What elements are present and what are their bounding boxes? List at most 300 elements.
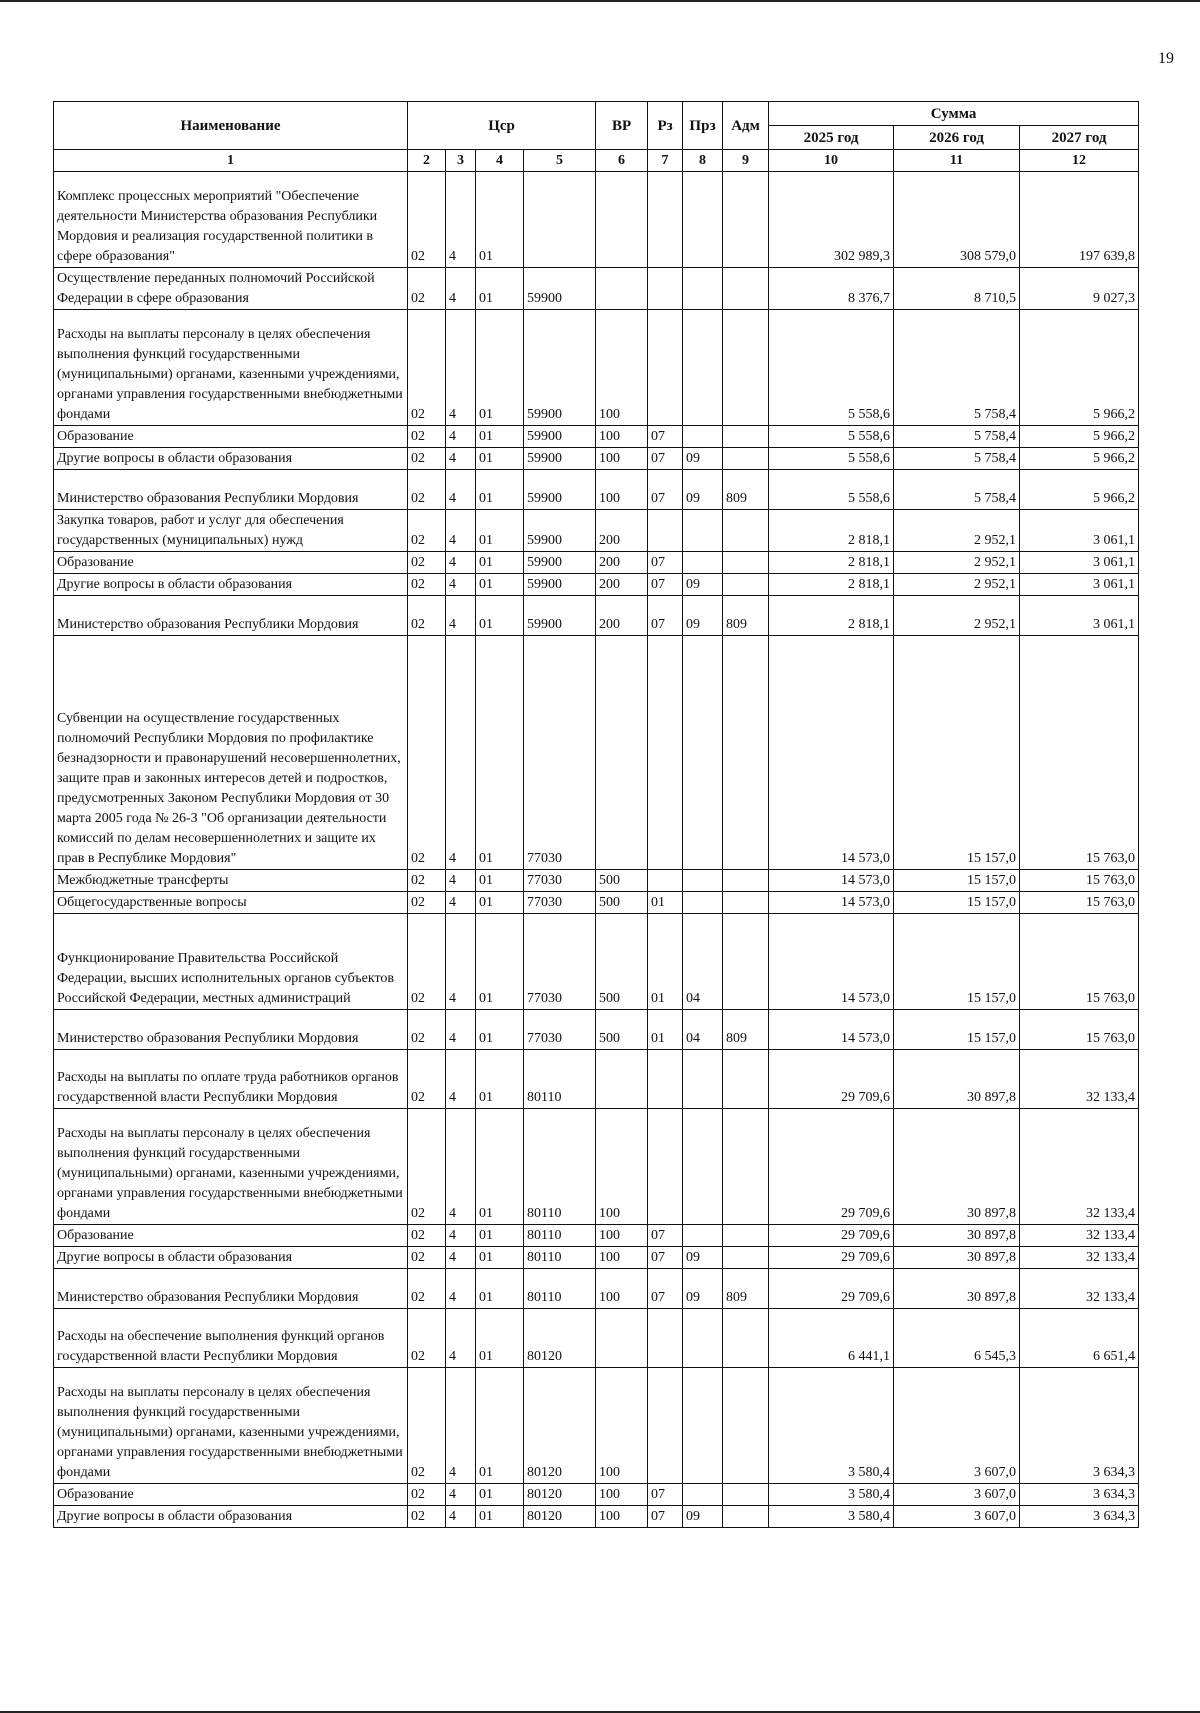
csr-program: 02	[408, 1506, 446, 1528]
amount-2026: 3 607,0	[894, 1368, 1020, 1484]
section	[648, 1368, 683, 1484]
csr-complex: 01	[476, 1225, 524, 1247]
expense-type: 100	[596, 1225, 648, 1247]
administrator	[723, 892, 769, 914]
amount-2027: 15 763,0	[1020, 892, 1139, 914]
amount-2026: 30 897,8	[894, 1225, 1020, 1247]
row-name: Межбюджетные трансферты	[54, 870, 408, 892]
csr-program: 02	[408, 310, 446, 426]
subsection	[683, 636, 723, 870]
amount-2025: 2 818,1	[769, 574, 894, 596]
amount-2025: 2 818,1	[769, 552, 894, 574]
subsection	[683, 1484, 723, 1506]
csr-complex: 01	[476, 636, 524, 870]
row-name: Министерство образования Республики Мордовия	[54, 470, 408, 510]
column-number-row	[54, 150, 1139, 172]
subsection	[683, 426, 723, 448]
expense-type	[596, 172, 648, 268]
table-row	[54, 914, 1139, 1010]
row-name: Образование	[54, 1484, 408, 1506]
expense-type: 100	[596, 1484, 648, 1506]
expense-type: 500	[596, 892, 648, 914]
administrator	[723, 1309, 769, 1368]
row-name: Министерство образования Республики Мордовия	[54, 1010, 408, 1050]
row-name: Образование	[54, 426, 408, 448]
csr-type: 4	[446, 448, 476, 470]
page-number: 19	[1158, 50, 1174, 67]
table-row	[54, 1010, 1139, 1050]
amount-2025: 29 709,6	[769, 1050, 894, 1109]
csr-direction: 59900	[524, 470, 596, 510]
csr-complex: 01	[476, 1010, 524, 1050]
amount-2025: 14 573,0	[769, 870, 894, 892]
amount-2025: 5 558,6	[769, 470, 894, 510]
csr-complex: 01	[476, 310, 524, 426]
csr-type: 4	[446, 172, 476, 268]
amount-2027: 5 966,2	[1020, 426, 1139, 448]
csr-complex: 01	[476, 574, 524, 596]
subsection: 09	[683, 596, 723, 636]
csr-type: 4	[446, 426, 476, 448]
row-name: Общегосударственные вопросы	[54, 892, 408, 914]
csr-direction: 59900	[524, 268, 596, 310]
administrator	[723, 574, 769, 596]
header-sum: Сумма	[769, 102, 1139, 126]
section: 07	[648, 448, 683, 470]
csr-direction: 77030	[524, 914, 596, 1010]
column-number: 7	[648, 150, 683, 172]
column-number: 10	[769, 150, 894, 172]
csr-program: 02	[408, 574, 446, 596]
csr-complex: 01	[476, 1484, 524, 1506]
expense-type: 200	[596, 574, 648, 596]
administrator: 809	[723, 1010, 769, 1050]
csr-type: 4	[446, 1050, 476, 1109]
administrator: 809	[723, 470, 769, 510]
expense-type: 100	[596, 448, 648, 470]
amount-2026: 30 897,8	[894, 1247, 1020, 1269]
csr-direction: 80110	[524, 1109, 596, 1225]
header-rz: Рз	[648, 102, 683, 150]
subsection	[683, 310, 723, 426]
table-row	[54, 1484, 1139, 1506]
administrator	[723, 510, 769, 552]
row-name: Осуществление переданных полномочий Российской Федерации в сфере образования	[54, 268, 408, 310]
table-row	[54, 870, 1139, 892]
csr-type: 4	[446, 1109, 476, 1225]
csr-program: 02	[408, 636, 446, 870]
expense-type: 200	[596, 510, 648, 552]
csr-complex: 01	[476, 914, 524, 1010]
amount-2025: 5 558,6	[769, 310, 894, 426]
amount-2027: 3 061,1	[1020, 552, 1139, 574]
subsection: 09	[683, 1506, 723, 1528]
amount-2025: 302 989,3	[769, 172, 894, 268]
section: 01	[648, 892, 683, 914]
csr-program: 02	[408, 268, 446, 310]
amount-2027: 15 763,0	[1020, 870, 1139, 892]
amount-2027: 5 966,2	[1020, 310, 1139, 426]
subsection	[683, 1309, 723, 1368]
csr-program: 02	[408, 892, 446, 914]
csr-complex: 01	[476, 1269, 524, 1309]
amount-2025: 14 573,0	[769, 1010, 894, 1050]
csr-type: 4	[446, 1484, 476, 1506]
csr-type: 4	[446, 1309, 476, 1368]
amount-2027: 3 634,3	[1020, 1484, 1139, 1506]
csr-complex: 01	[476, 1506, 524, 1528]
csr-direction: 59900	[524, 510, 596, 552]
amount-2027: 5 966,2	[1020, 470, 1139, 510]
row-name: Расходы на выплаты по оплате труда работников органов государственной власти Республики Мордовия	[54, 1050, 408, 1109]
amount-2027: 197 639,8	[1020, 172, 1139, 268]
expense-type: 100	[596, 426, 648, 448]
subsection	[683, 1109, 723, 1225]
amount-2027: 15 763,0	[1020, 636, 1139, 870]
amount-2025: 3 580,4	[769, 1484, 894, 1506]
table-row	[54, 636, 1139, 870]
section: 07	[648, 1225, 683, 1247]
section	[648, 510, 683, 552]
csr-complex: 01	[476, 426, 524, 448]
row-name: Другие вопросы в области образования	[54, 448, 408, 470]
administrator	[723, 870, 769, 892]
amount-2027: 3 061,1	[1020, 596, 1139, 636]
csr-program: 02	[408, 448, 446, 470]
csr-direction: 80110	[524, 1050, 596, 1109]
administrator	[723, 1247, 769, 1269]
subsection: 09	[683, 574, 723, 596]
row-name: Субвенции на осуществление государственных полномочий Республики Мордовия по профилактике безнадзорности и правонарушений несовершеннолетних, защите прав и законных интересов детей и подростков, предусмотренных Законом Республики Мордовия от 30 марта 2005 года № 26-З "Об организации деятельности комиссий по делам несовершеннолетних и защите их прав в Республике Мордовия"	[54, 636, 408, 870]
csr-type: 4	[446, 574, 476, 596]
column-number: 3	[446, 150, 476, 172]
header-adm: Адм	[723, 102, 769, 150]
csr-program: 02	[408, 1309, 446, 1368]
administrator	[723, 1225, 769, 1247]
csr-type: 4	[446, 914, 476, 1010]
section: 07	[648, 1484, 683, 1506]
scan-edge-top	[0, 0, 1200, 2]
csr-complex: 01	[476, 1368, 524, 1484]
csr-program: 02	[408, 1368, 446, 1484]
table-row	[54, 552, 1139, 574]
csr-direction: 59900	[524, 310, 596, 426]
csr-direction: 77030	[524, 892, 596, 914]
amount-2027: 3 061,1	[1020, 574, 1139, 596]
csr-direction: 59900	[524, 596, 596, 636]
row-name: Расходы на выплаты персоналу в целях обеспечения выполнения функций государственными (муниципальными) органами, казенными учреждениями, органами управления государственными внебюджетными фондами	[54, 310, 408, 426]
amount-2025: 5 558,6	[769, 448, 894, 470]
csr-type: 4	[446, 1269, 476, 1309]
csr-type: 4	[446, 268, 476, 310]
amount-2027: 15 763,0	[1020, 914, 1139, 1010]
subsection: 09	[683, 1269, 723, 1309]
csr-direction	[524, 172, 596, 268]
amount-2025: 3 580,4	[769, 1506, 894, 1528]
csr-program: 02	[408, 914, 446, 1010]
csr-direction: 59900	[524, 552, 596, 574]
csr-program: 02	[408, 1225, 446, 1247]
amount-2026: 2 952,1	[894, 596, 1020, 636]
csr-program: 02	[408, 510, 446, 552]
expense-type: 100	[596, 310, 648, 426]
row-name: Расходы на выплаты персоналу в целях обеспечения выполнения функций государственными (муниципальными) органами, казенными учреждениями, органами управления государственными внебюджетными фондами	[54, 1109, 408, 1225]
csr-direction: 80120	[524, 1506, 596, 1528]
header-year-2025: 2025 год	[769, 126, 894, 150]
subsection: 09	[683, 448, 723, 470]
subsection	[683, 172, 723, 268]
expense-type: 200	[596, 552, 648, 574]
expense-type: 500	[596, 914, 648, 1010]
column-number: 9	[723, 150, 769, 172]
amount-2025: 14 573,0	[769, 892, 894, 914]
subsection: 04	[683, 914, 723, 1010]
subsection: 04	[683, 1010, 723, 1050]
csr-complex: 01	[476, 552, 524, 574]
column-number: 4	[476, 150, 524, 172]
csr-direction: 80110	[524, 1247, 596, 1269]
section: 07	[648, 574, 683, 596]
administrator	[723, 1484, 769, 1506]
row-name: Образование	[54, 552, 408, 574]
expense-type: 100	[596, 1269, 648, 1309]
csr-program: 02	[408, 1269, 446, 1309]
table-row	[54, 1309, 1139, 1368]
table-row	[54, 596, 1139, 636]
section	[648, 310, 683, 426]
amount-2025: 5 558,6	[769, 426, 894, 448]
column-number: 5	[524, 150, 596, 172]
csr-type: 4	[446, 1225, 476, 1247]
administrator	[723, 552, 769, 574]
csr-direction: 59900	[524, 574, 596, 596]
amount-2026: 2 952,1	[894, 552, 1020, 574]
amount-2025: 8 376,7	[769, 268, 894, 310]
section	[648, 870, 683, 892]
amount-2026: 6 545,3	[894, 1309, 1020, 1368]
csr-direction: 59900	[524, 448, 596, 470]
csr-type: 4	[446, 552, 476, 574]
section: 01	[648, 914, 683, 1010]
amount-2027: 32 133,4	[1020, 1247, 1139, 1269]
row-name: Министерство образования Республики Мордовия	[54, 596, 408, 636]
amount-2026: 8 710,5	[894, 268, 1020, 310]
csr-direction: 80120	[524, 1368, 596, 1484]
expense-type: 500	[596, 870, 648, 892]
subsection	[683, 892, 723, 914]
csr-type: 4	[446, 1247, 476, 1269]
row-name: Закупка товаров, работ и услуг для обеспечения государственных (муниципальных) нужд	[54, 510, 408, 552]
row-name: Расходы на выплаты персоналу в целях обеспечения выполнения функций государственными (муниципальными) органами, казенными учреждениями, органами управления государственными внебюджетными фондами	[54, 1368, 408, 1484]
table-row	[54, 172, 1139, 268]
row-name: Министерство образования Республики Мордовия	[54, 1269, 408, 1309]
administrator	[723, 172, 769, 268]
csr-type: 4	[446, 892, 476, 914]
amount-2027: 3 634,3	[1020, 1506, 1139, 1528]
csr-type: 4	[446, 636, 476, 870]
expense-type: 100	[596, 1506, 648, 1528]
amount-2026: 2 952,1	[894, 510, 1020, 552]
row-name: Расходы на обеспечение выполнения функций органов государственной власти Республики Мордовия	[54, 1309, 408, 1368]
section	[648, 1050, 683, 1109]
csr-program: 02	[408, 1109, 446, 1225]
section	[648, 268, 683, 310]
expense-type	[596, 268, 648, 310]
csr-complex: 01	[476, 596, 524, 636]
csr-direction: 59900	[524, 426, 596, 448]
section: 01	[648, 1010, 683, 1050]
amount-2027: 15 763,0	[1020, 1010, 1139, 1050]
amount-2025: 29 709,6	[769, 1247, 894, 1269]
amount-2026: 15 157,0	[894, 914, 1020, 1010]
row-name: Другие вопросы в области образования	[54, 1247, 408, 1269]
amount-2026: 5 758,4	[894, 310, 1020, 426]
csr-direction: 80120	[524, 1309, 596, 1368]
expense-type	[596, 1050, 648, 1109]
amount-2025: 29 709,6	[769, 1225, 894, 1247]
table-row	[54, 574, 1139, 596]
csr-type: 4	[446, 310, 476, 426]
administrator	[723, 426, 769, 448]
table-row	[54, 426, 1139, 448]
table-row	[54, 1506, 1139, 1528]
administrator	[723, 636, 769, 870]
column-number: 1	[54, 150, 408, 172]
csr-type: 4	[446, 470, 476, 510]
table-row	[54, 892, 1139, 914]
amount-2025: 2 818,1	[769, 596, 894, 636]
amount-2026: 15 157,0	[894, 1010, 1020, 1050]
csr-direction: 80110	[524, 1225, 596, 1247]
section	[648, 1309, 683, 1368]
amount-2026: 2 952,1	[894, 574, 1020, 596]
section: 07	[648, 1506, 683, 1528]
amount-2026: 30 897,8	[894, 1050, 1020, 1109]
section	[648, 172, 683, 268]
amount-2026: 5 758,4	[894, 470, 1020, 510]
table-row	[54, 1269, 1139, 1309]
amount-2027: 32 133,4	[1020, 1225, 1139, 1247]
expense-type: 100	[596, 1368, 648, 1484]
administrator	[723, 1368, 769, 1484]
column-number: 12	[1020, 150, 1139, 172]
administrator	[723, 448, 769, 470]
csr-complex: 01	[476, 892, 524, 914]
amount-2026: 15 157,0	[894, 892, 1020, 914]
table-row	[54, 510, 1139, 552]
subsection	[683, 1368, 723, 1484]
section: 07	[648, 426, 683, 448]
administrator	[723, 1506, 769, 1528]
csr-type: 4	[446, 870, 476, 892]
amount-2025: 3 580,4	[769, 1368, 894, 1484]
amount-2025: 29 709,6	[769, 1269, 894, 1309]
csr-type: 4	[446, 1506, 476, 1528]
csr-program: 02	[408, 470, 446, 510]
csr-complex: 01	[476, 1050, 524, 1109]
section	[648, 636, 683, 870]
section	[648, 1109, 683, 1225]
column-number: 2	[408, 150, 446, 172]
csr-complex: 01	[476, 172, 524, 268]
administrator	[723, 268, 769, 310]
csr-direction: 80110	[524, 1269, 596, 1309]
amount-2027: 3 061,1	[1020, 510, 1139, 552]
section: 07	[648, 1269, 683, 1309]
expense-type	[596, 1309, 648, 1368]
csr-type: 4	[446, 596, 476, 636]
amount-2027: 9 027,3	[1020, 268, 1139, 310]
amount-2026: 15 157,0	[894, 870, 1020, 892]
header-year-2026: 2026 год	[894, 126, 1020, 150]
column-number: 6	[596, 150, 648, 172]
amount-2025: 6 441,1	[769, 1309, 894, 1368]
table-row	[54, 1368, 1139, 1484]
csr-type: 4	[446, 510, 476, 552]
expense-type: 100	[596, 1109, 648, 1225]
csr-program: 02	[408, 1484, 446, 1506]
expense-type: 100	[596, 470, 648, 510]
amount-2026: 15 157,0	[894, 636, 1020, 870]
header-row-1	[54, 102, 1139, 126]
amount-2027: 32 133,4	[1020, 1269, 1139, 1309]
amount-2025: 2 818,1	[769, 510, 894, 552]
table-row	[54, 1109, 1139, 1225]
subsection: 09	[683, 1247, 723, 1269]
table-row	[54, 268, 1139, 310]
subsection	[683, 268, 723, 310]
administrator: 809	[723, 596, 769, 636]
csr-complex: 01	[476, 1109, 524, 1225]
row-name: Образование	[54, 1225, 408, 1247]
amount-2027: 32 133,4	[1020, 1050, 1139, 1109]
expense-type: 200	[596, 596, 648, 636]
csr-type: 4	[446, 1010, 476, 1050]
amount-2026: 3 607,0	[894, 1506, 1020, 1528]
csr-complex: 01	[476, 510, 524, 552]
amount-2027: 3 634,3	[1020, 1368, 1139, 1484]
csr-direction: 77030	[524, 1010, 596, 1050]
subsection	[683, 1050, 723, 1109]
csr-complex: 01	[476, 268, 524, 310]
amount-2025: 29 709,6	[769, 1109, 894, 1225]
row-name: Комплекс процессных мероприятий "Обеспечение деятельности Министерства образования Республики Мордовия и реализация государственной политики в сфере образования"	[54, 172, 408, 268]
expense-type: 500	[596, 1010, 648, 1050]
administrator	[723, 914, 769, 1010]
amount-2027: 6 651,4	[1020, 1309, 1139, 1368]
amount-2027: 32 133,4	[1020, 1109, 1139, 1225]
table-row	[54, 470, 1139, 510]
csr-program: 02	[408, 1050, 446, 1109]
header-name: Наименование	[54, 102, 408, 150]
administrator	[723, 1109, 769, 1225]
column-number: 11	[894, 150, 1020, 172]
csr-direction: 77030	[524, 870, 596, 892]
amount-2026: 3 607,0	[894, 1484, 1020, 1506]
csr-complex: 01	[476, 1309, 524, 1368]
amount-2026: 30 897,8	[894, 1109, 1020, 1225]
subsection	[683, 552, 723, 574]
csr-program: 02	[408, 1247, 446, 1269]
csr-program: 02	[408, 596, 446, 636]
administrator	[723, 310, 769, 426]
csr-direction: 77030	[524, 636, 596, 870]
amount-2026: 30 897,8	[894, 1269, 1020, 1309]
table-body	[54, 150, 1139, 1528]
csr-complex: 01	[476, 870, 524, 892]
table-row	[54, 1247, 1139, 1269]
amount-2025: 14 573,0	[769, 636, 894, 870]
